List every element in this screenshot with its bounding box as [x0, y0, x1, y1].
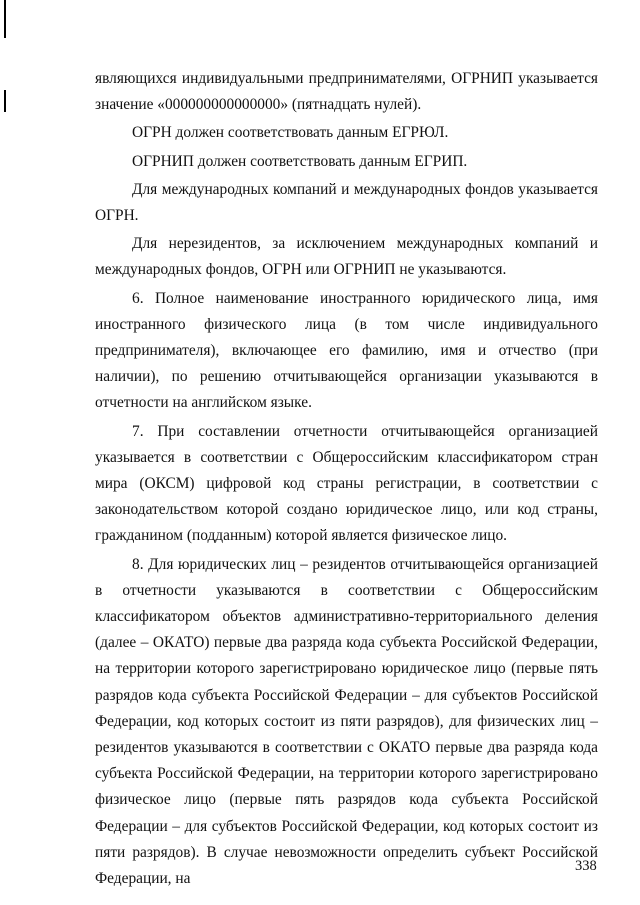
paragraph: 8. Для юридических лиц – резидентов отчитывающейся организацией в отчетности указываются в соответствии с Общероссийским классификатором объектов административно-территориального деления (далее – ОКАТО) первые два разряда кода субъекта Российской Федерации, на территории которого зарегистрировано юридическое лицо (первые пять разрядов кода субъекта Российской Федерации – для субъектов Российской Федерации, код которых состоит из пяти разрядов), для физических лиц – резидентов указываются в соответствии с ОКАТО первые два разряда кода субъекта Российской Федерации, на территории которого зарегистрировано физическое лицо (первые пять разрядов кода субъекта Российской Федерации – для субъектов Российской Федерации, код которых состоит из пяти разрядов). В случае невозможности определить субъект Российской Федерации, на [95, 555, 598, 888]
document-body [95, 66, 598, 892]
scan-margin-mark [4, 90, 6, 112]
paragraph: 7. При составлении отчетности отчитывающейся организацией указывается в соответствии с Общероссийским классификатором стран мира (ОКСМ) цифровой код страны регистрации, в соответствии с законодательством которой создано юридическое лицо, или код страны, гражданином (подданным) которой является физическое лицо. [95, 422, 598, 545]
paragraph: ОГРН должен соответствовать данным ЕГРЮЛ. [132, 124, 449, 142]
paragraph: являющихся индивидуальными предпринимателями, ОГРНИП указывается значение «000000000000000» (пятнадцать нулей). [95, 70, 598, 114]
page-number: 338 [575, 858, 597, 874]
paragraph: Для международных компаний и международных фондов указывается ОГРН. [95, 180, 598, 225]
paragraph: Для нерезидентов, за исключением международных компаний и международных фондов, ОГРН или ОГРНИП не указываются. [95, 235, 598, 279]
scan-margin-mark [4, 0, 6, 38]
paragraph: 6. Полное наименование иностранного юридического лица, имя иностранного физического лица (в том числе индивидуального предпринимателя), включающее его фамилию, имя и отчество (при наличии), по решению отчитывающейся организации указываются в отчетности на английском языке. [95, 289, 598, 412]
paragraph: ОГРНИП должен соответствовать данным ЕГРИП. [132, 152, 468, 170]
